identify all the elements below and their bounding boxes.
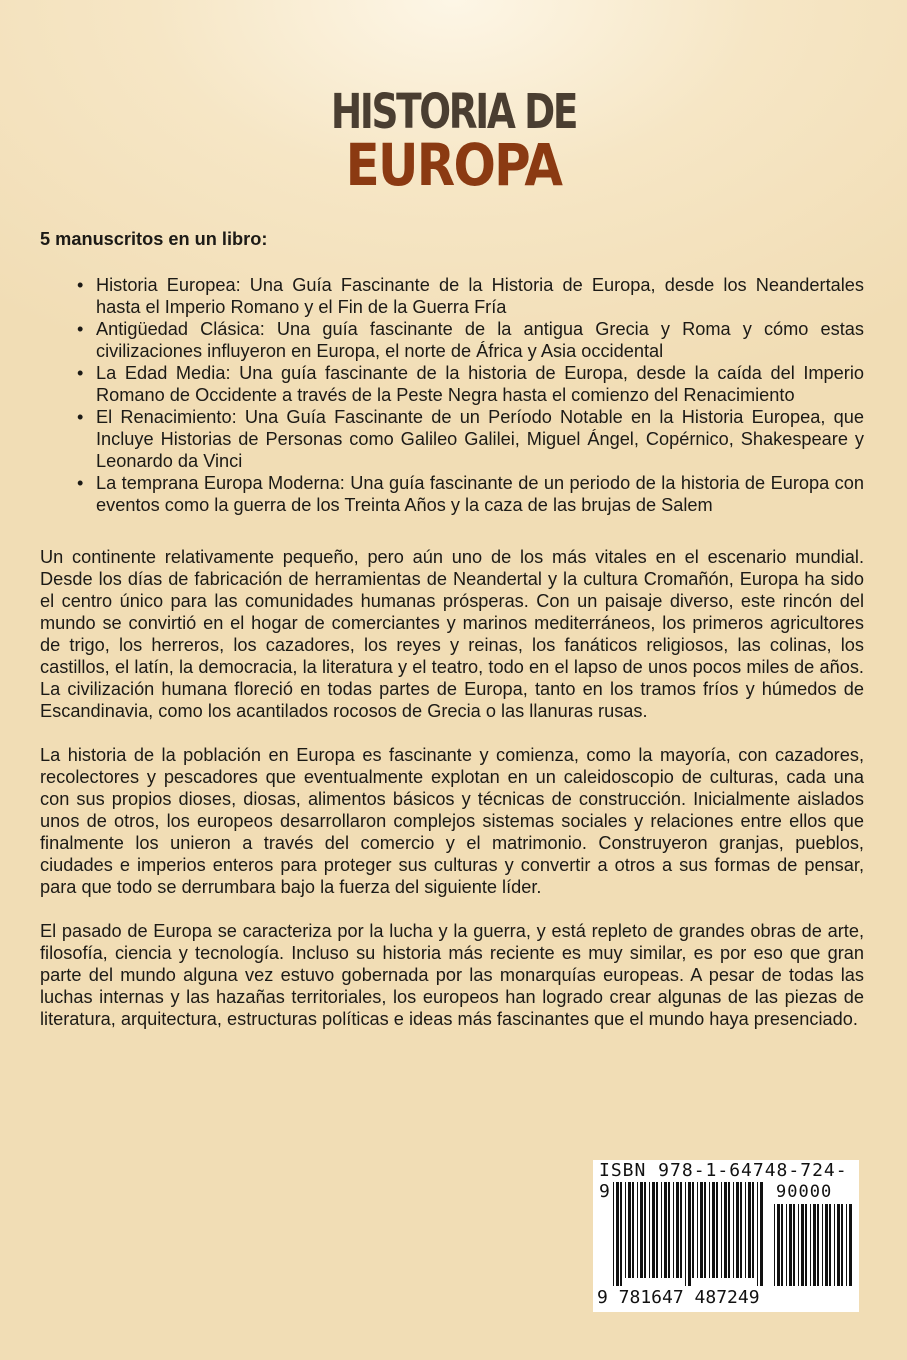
bullet-icon: • <box>77 407 84 427</box>
description-paragraph: Un continente relativamente pequeño, pero aún uno de los más vitales en el escenario mundial. Desde los días de fabricación de herramientas de Neandertal y la cultura Cromañón, Europa ha sido el centro único para las comunidades humanas prósperas. Con un paisaje diverso, este rincón del mundo se convirtió en el hogar de comerciantes y marinos mediterráneos, los primeros agricultores de trigo, los herreros, los cazadores, los reyes y reinas, los fanáticos religiosos, las colinas, los castillos, el latín, la democracia, la literatura y el teatro, todo en el lapso de unos pocos miles de años. La civilización humana floreció en todas partes de Europa, tanto en los tramos fríos y húmedos de Escandinavia, como los acantilados rocosos de Grecia o las llanuras rusas. <box>40 547 864 721</box>
title-line-historia-de: HISTORIA DE <box>330 84 577 140</box>
book-title <box>0 84 907 199</box>
book-title-text: Antigüedad Clásica: Una guía fascinante de la antigua Grecia y Roma y cómo estas civilizaciones influyeron en Europa, el norte de África y Asia occidental <box>96 319 864 361</box>
bullet-icon: • <box>77 319 84 339</box>
bullet-icon: • <box>77 275 84 295</box>
bullet-icon: • <box>77 473 84 493</box>
blurb <box>40 228 864 1052</box>
book-item <box>77 274 864 318</box>
ean-digits: 9 781647 487249 <box>597 1287 760 1308</box>
book-list <box>40 274 864 516</box>
barcode-bars-icon <box>613 1182 763 1286</box>
book-title-text: Historia Europea: Una Guía Fascinante de la Historia de Europa, desde los Neandertales hasta el Imperio Romano y el Fin de la Guerra Fría <box>96 275 864 317</box>
price-code: 90000 <box>776 1182 833 1202</box>
title-line-europa: EUROPA <box>345 131 562 199</box>
book-item <box>77 362 864 406</box>
bullet-icon: • <box>77 363 84 383</box>
description-paragraph: El pasado de Europa se caracteriza por la lucha y la guerra, y está repleto de grandes obras de arte, filosofía, ciencia y tecnología. Incluso su historia más reciente es muy similar, es por eso que gran parte del mundo alguna vez estuvo gobernada por las monarquías europeas. A pesar de todas las luchas internas y las hazañas territoriales, los europeos han logrado crear algunas de las piezas de literatura, arquitectura, estructuras políticas e ideas más fascinantes que el mundo haya presenciado. <box>40 921 864 1029</box>
description-paragraph: La historia de la población en Europa es fascinante y comienza, como la mayoría, con cazadores, recolectores y pescadores que eventualmente explotan en un caleidoscopio de culturas, cada una con sus propios dioses, diosas, alimentos básicos y técnicas de construcción. Inicialmente aislados unos de otros, los europeos desarrollaron complejos sistemas sociales y relaciones entre ellos que finalmente los unieron a través del comercio y el matrimonio. Construyeron granjas, pueblos, ciudades e imperios enteros para proteger sus culturas y convertir a otros a sus formas de pensar, para que todo se derrumbara bajo la fuerza del siguiente líder. <box>40 745 864 897</box>
isbn-barcode <box>593 1160 859 1312</box>
book-title-text: La temprana Europa Moderna: Una guía fascinante de un periodo de la historia de Europa con eventos como la guerra de los Treinta Años y la caza de las brujas de Salem <box>96 473 864 515</box>
book-item <box>77 318 864 362</box>
isbn-number: ISBN 978-1-64748-724-9 <box>599 1160 848 1202</box>
book-title-text: La Edad Media: Una guía fascinante de la historia de Europa, desde la caída del Imperio Romano de Occidente a través de la Peste Negra hasta el comienzo del Renacimiento <box>96 363 864 405</box>
addon-barcode-bars-icon <box>774 1204 854 1286</box>
book-item <box>77 406 864 472</box>
collection-subtitle: 5 manuscritos en un libro: <box>40 229 268 249</box>
book-item <box>77 472 864 516</box>
book-title-text: El Renacimiento: Una Guía Fascinante de un Período Notable en la Historia Europea, que Incluye Historias de Personas como Galileo Galilei, Miguel Ángel, Copérnico, Shakespeare y Leonardo da Vinci <box>96 407 864 471</box>
